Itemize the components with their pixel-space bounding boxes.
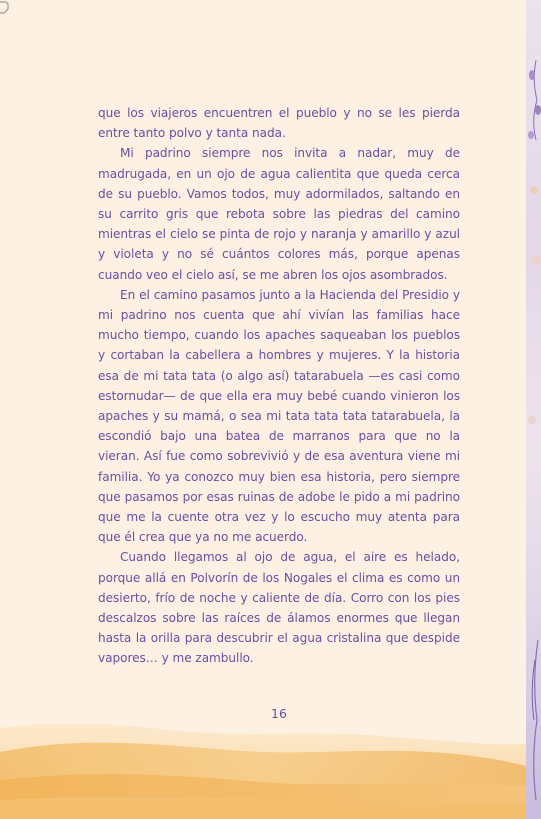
body-text	[98, 103, 460, 669]
next-page-edge	[526, 0, 541, 819]
paragraph-2: Mi padrino siempre nos invita a nadar, muy de madrugada, en un ojo de agua calientita que queda cerca de su pueblo. Vamos todos, muy adormilados, saltando en su carrito gris que rebota sobre las piedras del camino mientras el cielo se pinta de rojo y naranja y amarillo y azul y violeta y no sé cuántos colores más, porque apenas cuando veo el cielo así, se me abren los ojos asombrados.	[98, 146, 460, 282]
paragraph-3: En el camino pasamos junto a la Hacienda del Presidio y mi padrino nos cuenta que ahí vivían las familias hace mucho tiempo, cuando los apaches saqueaban los pueblos y cortaban la cabellera a hombres y mujeres. Y la historia esa de mi tata tata (o algo así) tatarabuela —es casi como estornudar— de que ella era muy bebé cuando vinieron los apaches y su mamá, o sea mi tata tata tata tatarabuela, la escondió bajo una batea de marranos para que no la vieran. Así fue como sobrevivió y de esa aventura viene mi familia. Yo ya conozco muy bien esa historia, pero siempre que pasamos por esas ruinas de adobe le pido a mi padrino que me la cuente otra vez y lo escucho muy atenta para que él crea que ya no me acuerdo.	[98, 287, 460, 545]
paragraph-4: Cuando llegamos al ojo de agua, el aire es helado, porque allá en Polvorín de los Nogales el clima es como un desierto, frío de noche y caliente de día. Corro con los pies descalzos sobre las raíces de álamos enormes que llegan hasta la orilla para descubrir el agua cristalina que despide vapores… y me zambullo.	[98, 550, 460, 666]
corner-mark	[0, 0, 10, 16]
page-number: 16	[271, 706, 287, 721]
leaf-decoration	[526, 0, 541, 819]
paragraph-1: que los viajeros encuentren el pueblo y no se les pierda entre tanto polvo y tanta nada.	[98, 106, 460, 141]
